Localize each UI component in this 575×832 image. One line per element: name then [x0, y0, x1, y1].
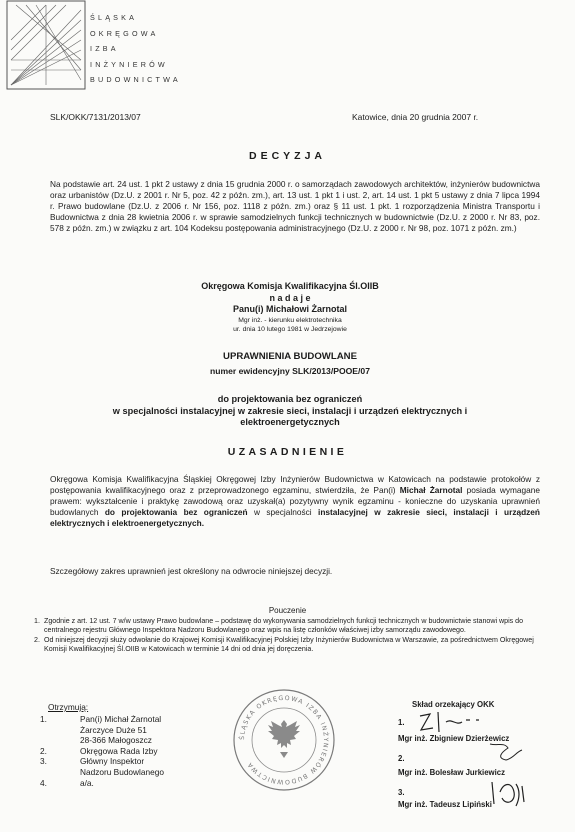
panel-member: Mgr inż. Tadeusz Lipiński — [398, 800, 492, 809]
recipient-text: a/a. — [80, 777, 94, 788]
recipient-text: Pan(i) Michał Żarnotal — [80, 714, 162, 724]
qualification: Mgr inż. - kierunku elektrotechnika — [238, 316, 342, 324]
recipient-text: 28-366 Małogoszcz — [80, 735, 152, 746]
commission-name: Okręgowa Komisja Kwalifikacyjna Śl.OIIB — [201, 281, 379, 291]
document-title: DECYZJA — [248, 150, 326, 162]
instruction-number: 2. — [34, 635, 40, 644]
recipient-row — [40, 735, 164, 746]
instruction-text: Zgodnie z art. 12 ust. 7 w/w ustawy Prawo budowlane – podstawę do wykonywania samodzielnych funkcji technicznych w budownictwie stanowi wpis do centralnego rejestru Głównego Inspektora Nadzoru Budowlanego oraz wpis na listę członków właściwej izby samorządu zawodowego. — [44, 617, 524, 635]
scope-line: w specjalności instalacyjnej w zakresie sieci, instalacji i urządzeń elektrycznych i — [112, 405, 468, 416]
eagle-emblem — [268, 720, 300, 758]
recipient-num: 2. — [40, 745, 47, 756]
recipient-row — [40, 725, 164, 736]
instruction-item — [34, 636, 539, 655]
recipient-row — [40, 778, 164, 789]
recipients-title: Otrzymują: — [48, 702, 89, 712]
recipient-num: 3. — [40, 756, 47, 767]
detail-note: Szczegółowy zakres uprawnień jest określony na odwrocie niniejszej decyzji. — [50, 566, 333, 576]
instruction-text: Od niniejszej decyzji służy odwołanie do Krajowej Komisji Kwalifikacyjnej Polskiej Izby Inżynierów Budownictwa w Warszawie, za pośrednictwem Okręgowej Komisji Kwalifikacyjnej Śl.OIIB w Katowicach w terminie 14 dni od dnia jej doręczenia. — [44, 635, 534, 654]
recipient-text: Nadzoru Budowlanego — [80, 766, 164, 777]
justification-part: posiada wymagane prawem: wykształcenie i praktykę zawodową oraz uzyskał(a) pozytywny wynik egzaminu - konieczne do uzyskania uprawnień budowlanych — [50, 484, 540, 517]
panel-title: Skład orzekający OKK — [412, 700, 495, 709]
logo-line: ŚLĄSKA — [90, 13, 138, 22]
instruction-item — [34, 617, 539, 636]
instructions-title: Pouczenie — [268, 606, 307, 615]
recipient-num — [40, 767, 62, 778]
panel-member-number: 1. — [398, 718, 405, 727]
recipient-row — [40, 756, 164, 767]
logo-line: OKRĘGOWA — [90, 28, 159, 38]
logo-line: BUDOWNICTWA — [90, 75, 181, 85]
logo-wordmark — [90, 10, 181, 88]
recipient-row — [40, 714, 164, 725]
permit-title: UPRAWNIENIA BUDOWLANE — [223, 351, 357, 362]
justification-specialty: instalacyjnej w zakresie sieci, instalacji i urządzeń elektrycznych i elektroenergetycznych. — [50, 506, 540, 528]
justification-title: UZASADNIENIE — [227, 446, 348, 458]
panel-member: Mgr inż. Bolesław Jurkiewicz — [398, 768, 506, 777]
panel-member-number: 2. — [398, 754, 405, 763]
grant-block — [40, 281, 540, 334]
legal-basis: Na podstawie art. 24 ust. 1 pkt 2 ustawy z dnia 15 grudnia 2000 r. o samorządach zawodowych architektów, inżynierów budownictwa oraz urbanistów (Dz.U. z 2001 r. Nr 5, poz. 42 z późn. zm.), art. 13 ust. 1 pkt 1 i ust. 2, art. 14 ust. 1 pkt 5 ustawy z dnia 7 lipca 1994 r. Prawo budowlane (Dz.U. z 2006 r. Nr 156, poz. 1118 z późn. zm.) oraz § 11 ust. 1 pkt. 1 rozporządzenia Ministra Transportu i Budownictwa z dnia 28 kwietnia 2006 r. w sprawie samodzielnych funkcji technicznych w budownictwie (Dz.U. z 2000 r. Nr 83, poz. 578 z późn. zm.) w związku z art. 104 Kodeksu postępowania administracyjnego (Dz.U. z 2000 r. Nr 98, poz. 1071 z późn. zm.) — [50, 179, 540, 233]
recipient-num: 4. — [40, 777, 47, 788]
chamber-logo — [6, 0, 86, 90]
justification-part: Okręgowa Komisja Kwalifikacyjna Śląskiej Okręgowej Izby Inżynierów Budownictwa w Katowicach na podstawie protokołów z postępowania kwalifikacyjnego oraz z przeprowadzonego egzaminu, stwierdziła, że Pan(i) — [50, 474, 540, 495]
signature-1 — [416, 708, 496, 736]
instructions-list — [34, 617, 539, 655]
justification-text — [50, 474, 540, 529]
justification-scope: do projektowania bez ograniczeń — [104, 506, 248, 517]
birth-info: ur. dnia 10 lutego 1981 w Jedrzejowie — [233, 325, 347, 333]
recipient-num — [40, 725, 62, 736]
recipient-num — [40, 735, 62, 746]
recipient-num: 1. — [40, 714, 47, 724]
reference-number: SLK/OKK/7131/2013/07 — [50, 112, 141, 122]
recipient-text: Okręgowa Rada Izby — [80, 745, 158, 756]
instruction-number: 1. — [34, 617, 40, 625]
recipient-name: Panu(i) Michałowi Żarnotal — [232, 304, 347, 314]
justification-part: w specjalności — [254, 506, 312, 517]
recipients-list — [40, 714, 164, 788]
issue-date: Katowice, dnia 20 grudnia 2007 r. — [352, 112, 479, 122]
signature-3 — [486, 778, 530, 808]
logo-line: IZBA — [90, 44, 119, 54]
official-stamp — [230, 686, 338, 794]
permit-scope — [40, 394, 540, 429]
recipient-row — [40, 767, 164, 778]
logo-line: INŻYNIERÓW — [90, 59, 168, 69]
grant-verb: n a d a j e — [269, 292, 311, 303]
panel-member: Mgr inż. Zbigniew Dzierżewicz — [398, 734, 510, 743]
panel-member-number: 3. — [398, 788, 405, 797]
scope-line: elektroenergetycznych — [240, 417, 340, 428]
scope-line: do projektowania bez ograniczeń — [217, 394, 363, 404]
stamp-ring-text: ŚLĄSKA OKRĘGOWA IZBA INŻYNIERÓW BUDOWNICTWA — [238, 694, 330, 786]
signature-2 — [486, 740, 526, 762]
justification-name: Michał Żarnotal — [399, 484, 463, 495]
permit-number: numer ewidencyjny SLK/2013/POOE/07 — [209, 366, 370, 376]
recipient-text: Główny Inspektor — [80, 756, 145, 767]
recipient-row — [40, 746, 164, 757]
recipient-text: Żarczyce Duże 51 — [80, 724, 147, 735]
